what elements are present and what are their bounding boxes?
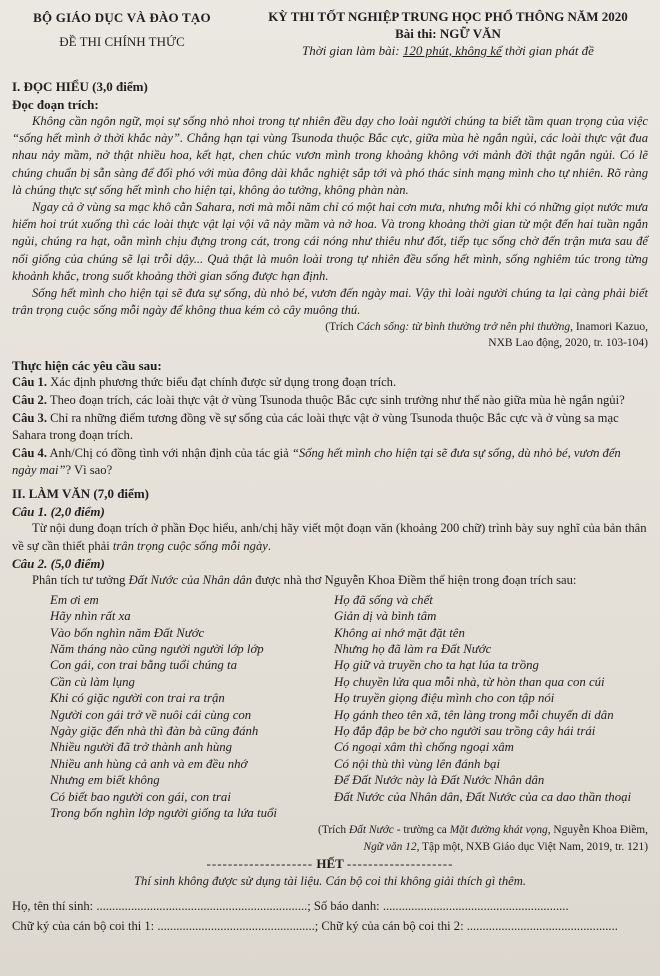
- poem-line: Không ai nhớ mặt đặt tên: [334, 625, 465, 640]
- question-3: [12, 410, 648, 445]
- writing-q1-text: [12, 520, 648, 555]
- poem-line: Con gái, con trai bằng tuổi chúng ta: [50, 658, 237, 673]
- poem-line: Có biết bao người con gái, con trai: [50, 789, 231, 804]
- poem-line: Nhưng em biết không: [50, 773, 160, 788]
- poem-line: Để Đất Nước này là Đất Nước Nhân dân: [334, 773, 545, 788]
- invigilator-2-label: ; Chữ ký của cán bộ coi thi 2:: [314, 919, 467, 934]
- writing-q2-prefix: Phân tích tư tưởng: [32, 573, 129, 588]
- end-dashes-right: --------------------: [346, 856, 454, 872]
- poem-line: Khi có giặc người con trai ra trận: [50, 691, 225, 706]
- tasks-title: Thực hiện các yêu cầu sau:: [12, 358, 162, 374]
- question-4-label: Câu 4.: [12, 445, 47, 460]
- writing-q1-label: Câu 1. (2,0 điểm): [12, 504, 105, 519]
- ministry-name: BỘ GIÁO DỤC VÀ ĐÀO TẠO: [33, 10, 211, 25]
- invigilator-signature-row: [12, 916, 648, 936]
- question-1-label: Câu 1.: [12, 375, 47, 390]
- writing-q2-suffix: được nhà thơ Nguyễn Khoa Điềm thể hiện trong đoạn trích sau:: [252, 573, 577, 588]
- poem-line: Năm tháng nào cũng người người lớp lớp: [50, 642, 264, 656]
- writing-q1-italic: trân trọng cuộc sống mỗi ngày: [112, 538, 268, 553]
- poem-line: Nhiều người đã trở thành anh hùng: [50, 740, 233, 755]
- writing-q2-text: [12, 572, 648, 590]
- writing-q1-suffix: .: [267, 538, 272, 553]
- excerpt-paragraph-1: Không cần ngôn ngữ, mọi sự sống nhỏ nhoi trong tự nhiên đều dạy cho loài người chúng ta biết tầm quan trọng của việc “sống hết mình ở thời khắc này”. Chẳng hạn tại vùng Tsunoda thuộc Bắc cực, giữa mùa hè ngắn ngủi, các loài thực vật đua nhau nảy mầm, nở thật nhiều hoa, kết hạt, chen chúc vươn mình trong khoảng không với mảnh đời thật ngắn ngủi. Có lẽ chúng chuẩn bị sẵn sàng để đối phó với mùa đông dài khắc nghiệt sắp tới và phó thác sinh mạng mình cho tự nhiên. Rõ ràng là chúng thực sự sống hết mình cho hiện tại, không ảo tưởng, không phàn nàn.: [12, 114, 648, 197]
- writing-q2-label: Câu 2. (5,0 điểm): [12, 556, 105, 572]
- question-3-label: Câu 3.: [12, 410, 47, 425]
- excerpt-paragraph-3: Sống hết mình cho hiện tại sẽ đưa sự sống, dù nhỏ bé, vươn đến ngày mai. Vậy thì loài người chúng ta lại càng phải biết trân trọng cuộc sống mỗi ngày để không thua kém cỏ cây muông thú.: [12, 286, 648, 318]
- poem-line: Vào bốn nghìn năm Đất Nước: [50, 625, 205, 640]
- writing-q2-italic: Đất Nước của Nhân dân: [128, 573, 253, 588]
- invigilator-2-field[interactable]: ................................................: [466, 919, 618, 934]
- question-4: [12, 445, 648, 480]
- poem-line: Họ gánh theo tên xã, tên làng trong mỗi chuyến di dân: [334, 707, 614, 722]
- excerpt-source-line-2: NXB Lao động, 2020, tr. 103-104): [488, 337, 648, 350]
- poem-line: Em ơi em: [50, 592, 99, 607]
- poem-src-book: Ngữ văn 12: [363, 841, 417, 854]
- end-marker: [12, 856, 648, 871]
- writing-q1-prefix: Từ nội dung đoạn trích ở phần Đọc hiểu, anh/chị hãy viết một đoạn văn (khoảng 200 chữ) trình bày suy nghĩ của bản thân về sự cần thiết phải: [12, 521, 647, 553]
- end-word: HẾT: [316, 856, 344, 872]
- poem-excerpt: [12, 592, 648, 822]
- reading-section-title: I. ĐỌC HIỂU (3,0 điểm): [12, 79, 148, 94]
- poem-right-column: [312, 592, 648, 822]
- candidate-number-label: ; Số báo danh:: [307, 899, 383, 914]
- question-1-text: Xác định phương thức biểu đạt chính được sử dụng trong đoạn trích.: [47, 375, 397, 390]
- exam-subject: Bài thi: NGỮ VĂN: [395, 26, 501, 41]
- poem-src-title: Đất Nước: [348, 824, 394, 837]
- poem-line: Họ đắp đập be bờ cho người sau trồng cây hái trái: [334, 724, 596, 739]
- time-prefix: Thời gian làm bài:: [302, 43, 403, 58]
- time-value: 120 phút, không kể: [402, 43, 502, 58]
- writing-section-title: II. LÀM VĂN (7,0 điểm): [12, 486, 149, 501]
- question-1: [12, 374, 648, 392]
- question-2-text: Theo đoạn trích, các loài thực vật ở vùng Tsunoda thuộc Bắc cực sinh trưởng như thế nào giữa mùa hè ngắn ngủi?: [47, 393, 625, 408]
- candidate-name-field[interactable]: ...................................................................: [96, 899, 308, 914]
- poem-src-epic: Mặt đường khát vọng: [449, 824, 548, 837]
- excerpt-source-line-1: [12, 319, 648, 335]
- poem-src-mid: - trường ca: [393, 824, 450, 837]
- poem-line: Ngày giặc đến nhà thì đàn bà cũng đánh: [50, 724, 259, 739]
- poem-line: Họ truyền giọng điệu mình cho con tập nói: [334, 691, 555, 706]
- exam-time: [248, 42, 648, 59]
- source-prefix: (Trích: [325, 321, 357, 334]
- question-3-text: Chỉ ra những điểm tương đồng về sự sống của các loài thực vật ở vùng Tsunoda thuộc Bắc cực và ở vùng sa mạc Sahara trong đoạn trích.: [12, 410, 619, 443]
- candidate-number-field[interactable]: ...........................................................: [382, 899, 569, 914]
- poem-source-line-2: [12, 840, 648, 855]
- poem-line: Cần cù làm lụng: [50, 674, 135, 689]
- header-right: [248, 8, 648, 78]
- invigilator-1-field[interactable]: ..................................................: [157, 919, 315, 934]
- question-4-quote: “Sống hết mình cho hiện tại sẽ đưa sự sống, dù nhỏ bé, vươn đến ngày mai”: [12, 445, 621, 478]
- question-4-text: Anh/Chị có đồng tình với nhận định của tác giả: [47, 445, 292, 460]
- exam-title: KỲ THI TỐT NGHIỆP TRUNG HỌC PHỔ THÔNG NĂM 2020: [268, 9, 628, 24]
- excerpt-label: Đọc đoạn trích:: [12, 97, 99, 112]
- excerpt-paragraph-2: Ngay cả ở vùng sa mạc khô cằn Sahara, nơi mà mỗi năm chỉ có một hai cơn mưa, nhưng mỗi khi có những giọt nước mưa hiếm hoi trút xuống thì các loài thực vật lại vội vã nảy mầm và nở hoa. Và trong khoảng thời gian từ một đến hai tuần ngắn ngủi, chúng ra hạt, oằn mình chịu đựng trong cát, trong cái nóng như thiêu như đốt, tiếp tục sống chờ đến trận mưa sau để nối giống của chúng sẽ lại trỗi dậy... Quả thật là muôn loài trong tự nhiên đều sống hết mình, sống nghiêm túc trong từng khoảnh khắc, trong suốt khoảng thời gian sống được hạn định.: [12, 200, 648, 283]
- question-2: [12, 392, 648, 410]
- poem-line: Giản dị và bình tâm: [334, 609, 437, 624]
- poem-line: Họ giữ và truyền cho ta hạt lúa ta trồng: [334, 658, 539, 673]
- candidate-info-row: [12, 896, 648, 916]
- poem-line: Nhiều anh hùng cả anh và em đều nhớ: [50, 756, 248, 771]
- invigilator-1-label: Chữ ký của cán bộ coi thi 1:: [12, 919, 158, 934]
- poem-line: Người con gái trở về nuôi cái cùng con: [50, 707, 252, 722]
- poem-line: Có nội thù thì vùng lên đánh bại: [334, 756, 500, 771]
- poem-source-line-1: [12, 823, 648, 838]
- end-dashes-left: --------------------: [206, 856, 314, 872]
- question-4-end: ? Vì sao?: [65, 463, 113, 478]
- header-left: [12, 8, 232, 78]
- time-suffix: thời gian phát đề: [501, 43, 594, 58]
- candidate-name-label: Họ, tên thí sinh:: [12, 899, 97, 914]
- source-author: , Inamori Kazuo,: [570, 321, 648, 334]
- poem-line: Họ chuyền lửa qua mỗi nhà, từ hòn than qua con cúi: [334, 674, 605, 689]
- poem-src-publisher: , Tập một, NXB Giáo dục Việt Nam, 2019, tr. 121): [416, 841, 648, 854]
- poem-line: Đất Nước của Nhân dân, Đất Nước của ca dao thần thoại: [334, 789, 632, 804]
- poem-line: Hãy nhìn rất xa: [50, 609, 131, 624]
- official-label: ĐỀ THI CHÍNH THỨC: [59, 34, 185, 49]
- poem-left-column: [12, 592, 312, 822]
- poem-line: Trong bốn nghìn lớp người giống ta lứa tuổi: [50, 806, 277, 821]
- exam-note: Thí sinh không được sử dụng tài liệu. Cán bộ coi thi không giải thích gì thêm.: [134, 874, 526, 889]
- poem-src-author: , Nguyễn Khoa Điềm,: [547, 824, 648, 837]
- poem-line: Họ đã sống và chết: [334, 592, 433, 607]
- poem-src-prefix: (Trích: [318, 824, 349, 837]
- poem-line: Nhưng họ đã làm ra Đất Nước: [334, 642, 492, 656]
- poem-line: Có ngoại xâm thì chống ngoại xâm: [334, 740, 514, 755]
- source-book-title: Cách sống: từ bình thường trở nên phi thường: [356, 321, 571, 334]
- exam-header: [12, 8, 648, 78]
- question-2-label: Câu 2.: [12, 393, 47, 408]
